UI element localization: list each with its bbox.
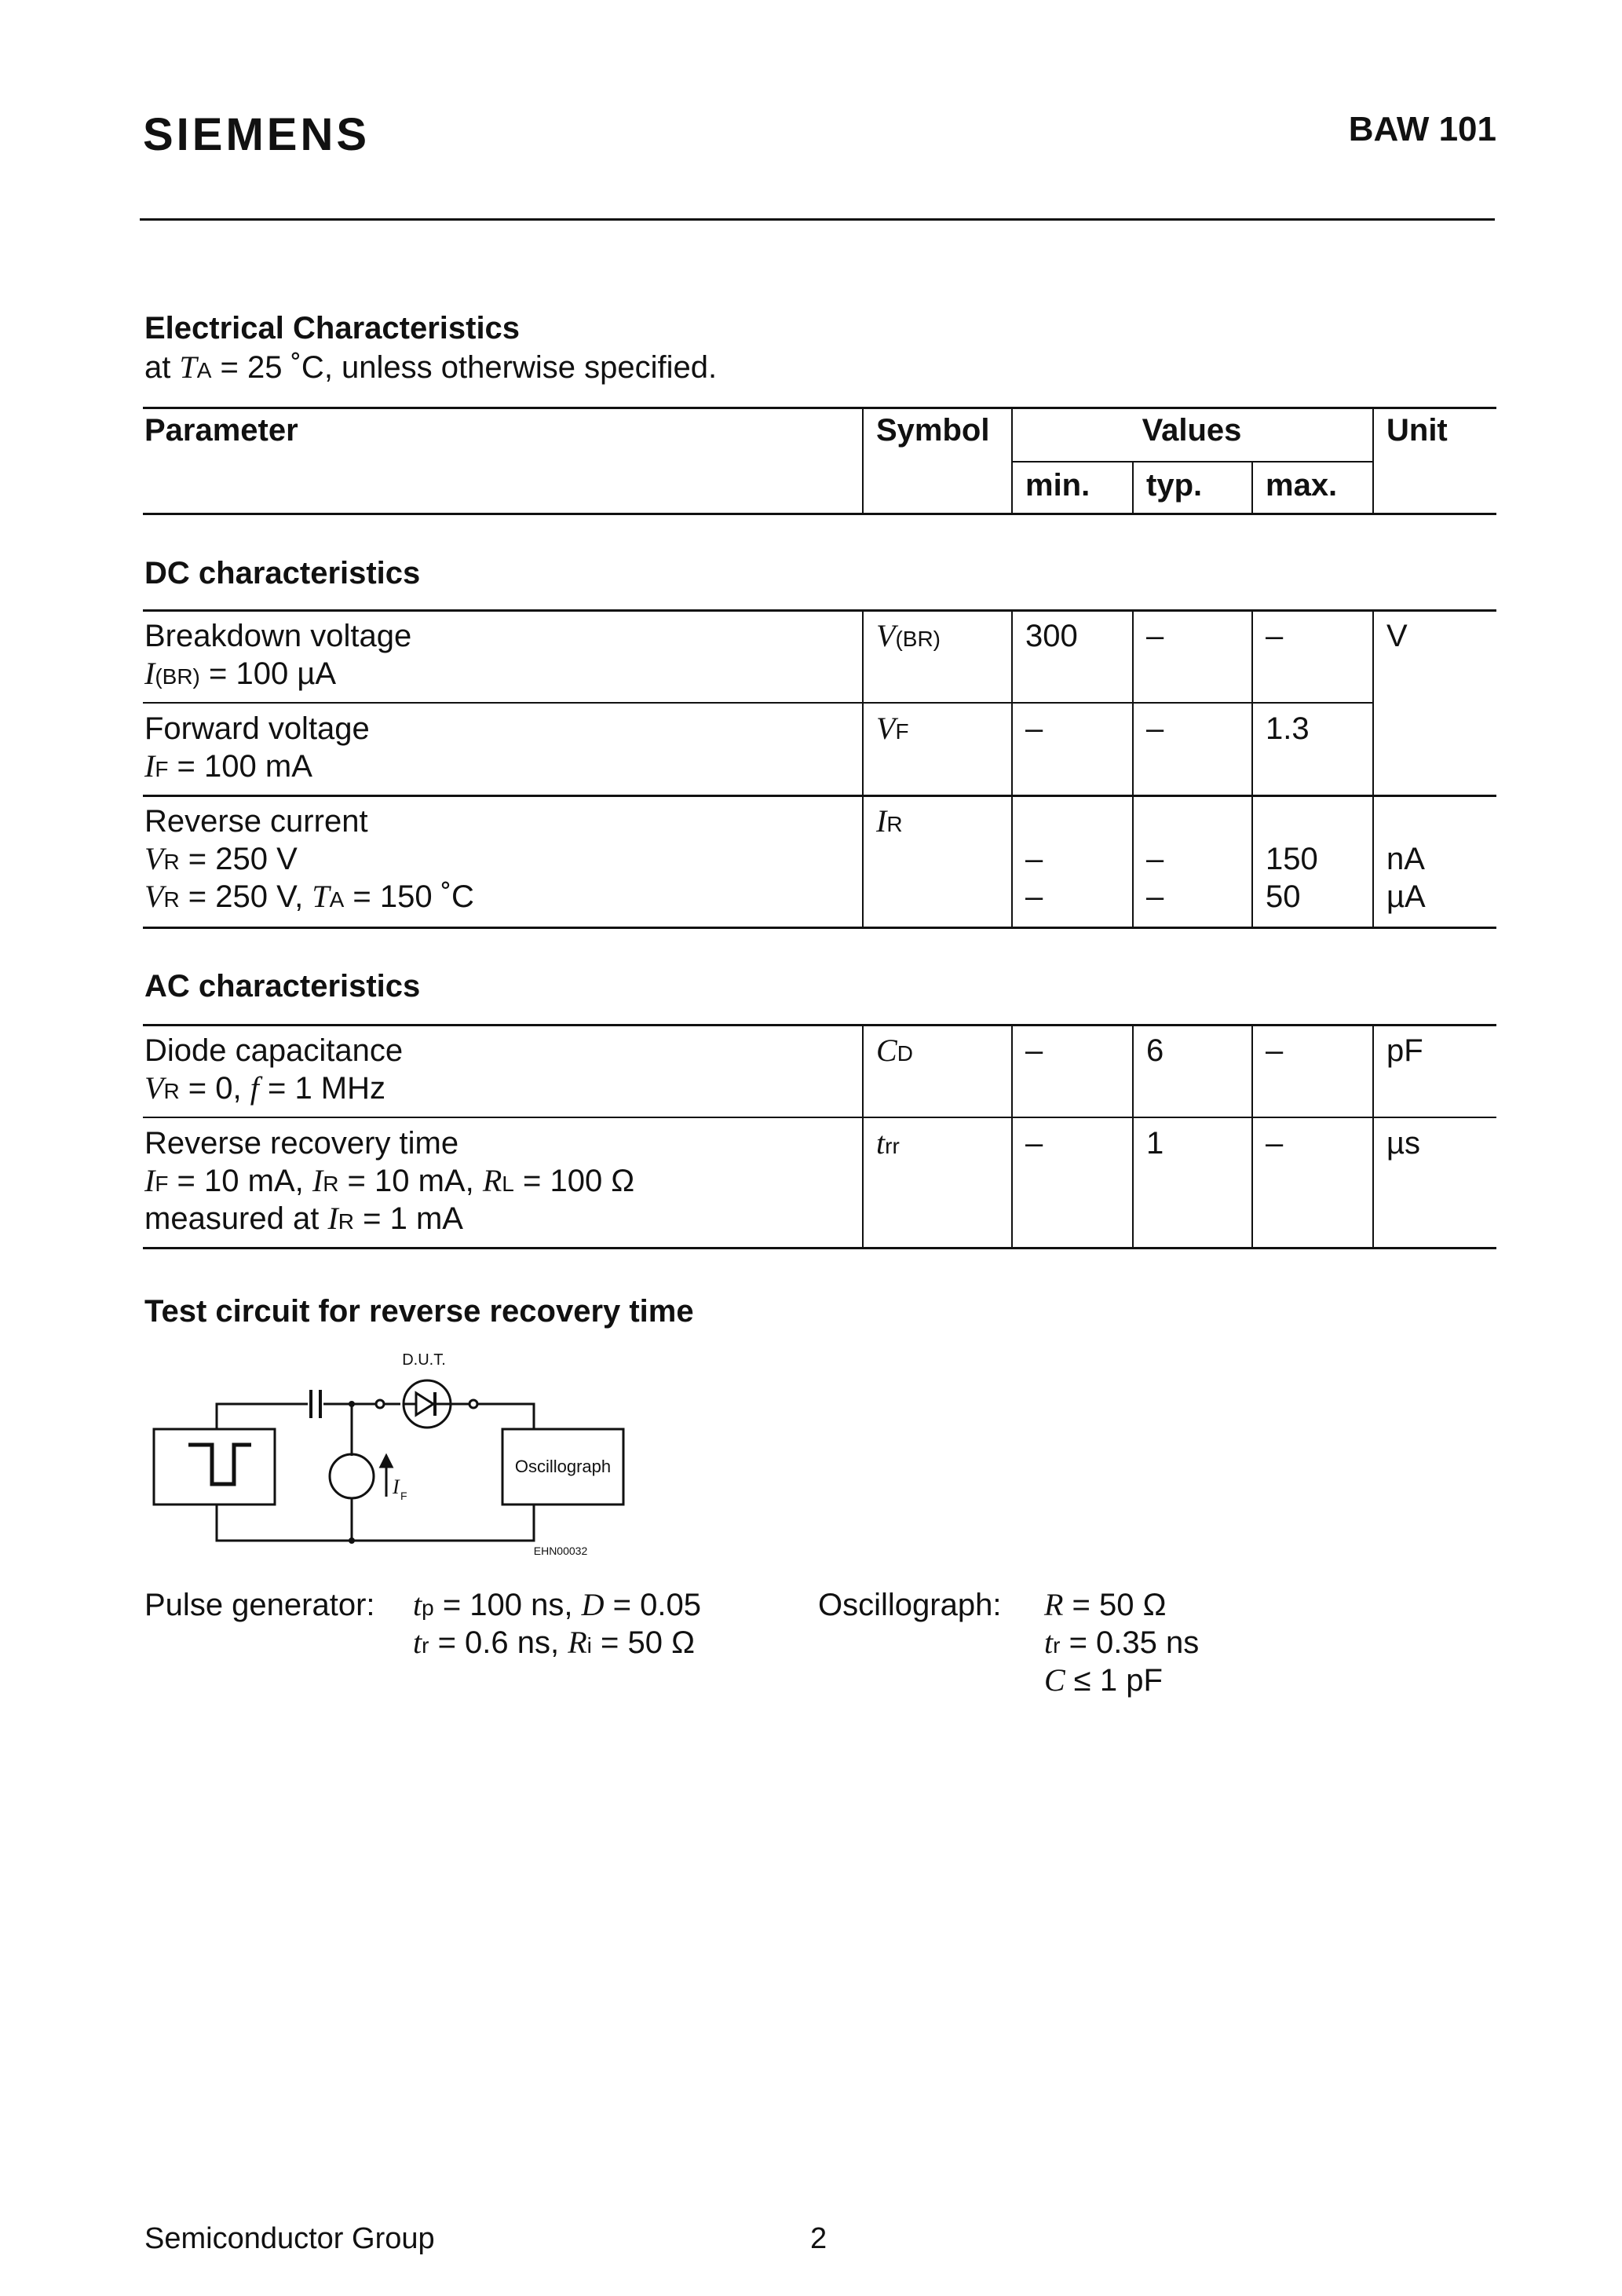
figure-code: EHN00032 — [533, 1545, 588, 1555]
reverse-r1-unit: nA — [1386, 842, 1425, 876]
dc-vline-2 — [1011, 609, 1013, 928]
forward-typ: – — [1146, 711, 1164, 746]
reverse-r2-min: – — [1025, 879, 1043, 914]
oscillograph-spec-label: Oscillograph: — [818, 1588, 1002, 1622]
dc-vline-3 — [1132, 609, 1134, 928]
part-number: BAW 101 — [1348, 110, 1496, 148]
head-vline-3 — [1132, 462, 1134, 514]
reverse-symbol: IR — [876, 803, 903, 839]
head-vline-4 — [1251, 462, 1253, 514]
node-left — [376, 1400, 384, 1408]
top-wire-left — [217, 1404, 308, 1429]
ac-bottom-rule — [143, 1247, 1496, 1249]
top-wire-right — [477, 1404, 534, 1429]
recovery-label: Reverse recovery time — [144, 1126, 459, 1161]
forward-max: 1.3 — [1266, 711, 1310, 746]
reverse-r1-min: – — [1025, 842, 1043, 876]
footer-group: Semiconductor Group — [144, 2222, 435, 2255]
capacitance-condition: VR = 0, f = 1 MHz — [144, 1070, 386, 1106]
forward-symbol: VF — [876, 711, 909, 746]
col-unit: Unit — [1386, 413, 1448, 448]
dc-vline-4 — [1251, 609, 1253, 928]
ac-vline-1 — [862, 1024, 864, 1249]
ac-vline-5 — [1372, 1024, 1374, 1249]
values-sub-rule — [1011, 461, 1372, 462]
bottom-wire — [217, 1504, 534, 1541]
oscillograph-label: Oscillograph — [514, 1457, 612, 1476]
capacitance-label: Diode capacitance — [144, 1033, 404, 1068]
dc-vline-1 — [862, 609, 864, 928]
breakdown-label: Breakdown voltage — [144, 619, 412, 653]
head-vline-1 — [862, 407, 864, 514]
col-max: max. — [1266, 468, 1338, 503]
breakdown-min: 300 — [1025, 619, 1078, 653]
capacitance-min: – — [1025, 1033, 1043, 1068]
head-vline-5 — [1372, 407, 1374, 514]
pulse-generator-box — [154, 1429, 275, 1504]
if-sub: F — [400, 1490, 407, 1502]
node-right — [469, 1400, 477, 1408]
section-title: Electrical Characteristics — [144, 311, 521, 345]
section-condition: at TA = 25 ˚C, unless otherwise specified. — [144, 349, 718, 385]
junction-bottom — [349, 1537, 355, 1544]
breakdown-symbol: V(BR) — [876, 618, 941, 653]
table-top-rule — [143, 407, 1496, 409]
capacitance-max: – — [1266, 1033, 1284, 1068]
dc-rule-1 — [143, 702, 1374, 704]
col-parameter: Parameter — [144, 413, 298, 448]
if-arrow-head — [381, 1456, 392, 1467]
oscillograph-line-3: C ≤ 1 pF — [1044, 1662, 1163, 1698]
capacitance-typ: 6 — [1146, 1033, 1164, 1068]
pulse-symbol — [188, 1445, 251, 1484]
reverse-label: Reverse current — [144, 804, 368, 839]
breakdown-unit: V — [1386, 619, 1408, 653]
capacitance-unit: pF — [1386, 1033, 1423, 1068]
pulse-gen-line-1: tp = 100 ns, D = 0.05 — [413, 1587, 701, 1622]
footer-page-number: 2 — [810, 2222, 827, 2255]
recovery-max: – — [1266, 1126, 1284, 1161]
dut-label: D.U.T. — [402, 1351, 446, 1369]
dc-bottom-rule — [143, 927, 1496, 929]
reverse-r2-typ: – — [1146, 879, 1164, 914]
ac-vline-2 — [1011, 1024, 1013, 1249]
col-typ: typ. — [1146, 468, 1203, 503]
test-circuit-diagram — [141, 1343, 644, 1555]
dc-rule-2 — [143, 795, 1496, 797]
pulse-gen-line-2: tr = 0.6 ns, Ri = 50 Ω — [413, 1625, 695, 1660]
forward-condition: IF = 100 mA — [144, 748, 312, 784]
dc-top-rule — [143, 609, 1496, 612]
junction-top — [349, 1401, 355, 1407]
reverse-r2-max: 50 — [1266, 879, 1301, 914]
reverse-condition-2: VR = 250 V, TA = 150 ˚C — [144, 879, 474, 914]
ac-rule-1 — [143, 1117, 1496, 1118]
col-values: Values — [1142, 413, 1242, 448]
oscillograph-line-2: tr = 0.35 ns — [1044, 1625, 1200, 1660]
breakdown-max: – — [1266, 619, 1284, 653]
reverse-r2-unit: µA — [1386, 879, 1426, 914]
test-circuit-title: Test circuit for reverse recovery time — [144, 1294, 694, 1329]
oscillograph-line-1: R = 50 Ω — [1044, 1587, 1167, 1622]
ac-top-rule — [143, 1024, 1496, 1026]
ac-vline-3 — [1132, 1024, 1134, 1249]
recovery-min: – — [1025, 1126, 1043, 1161]
dc-title: DC characteristics — [144, 556, 421, 590]
reverse-r1-max: 150 — [1266, 842, 1318, 876]
forward-min: – — [1025, 711, 1043, 746]
col-symbol: Symbol — [876, 413, 990, 448]
if-label: I — [393, 1475, 400, 1498]
col-min: min. — [1025, 468, 1090, 503]
pulse-gen-label: Pulse generator: — [144, 1588, 375, 1622]
current-source — [330, 1454, 374, 1498]
ac-vline-4 — [1251, 1024, 1253, 1249]
header-rule — [140, 218, 1495, 221]
dc-vline-5 — [1372, 609, 1374, 928]
recovery-symbol: trr — [876, 1125, 900, 1161]
capacitance-symbol: CD — [876, 1033, 913, 1068]
reverse-condition-1: VR = 250 V — [144, 841, 298, 876]
diode-triangle — [416, 1393, 433, 1415]
breakdown-typ: – — [1146, 619, 1164, 653]
recovery-condition-2: measured at IR = 1 mA — [144, 1201, 463, 1236]
recovery-unit: µs — [1386, 1126, 1421, 1161]
brand-logo: SIEMENS — [143, 109, 371, 160]
recovery-condition-1: IF = 10 mA, IR = 10 mA, RL = 100 Ω — [144, 1163, 635, 1198]
reverse-r1-typ: – — [1146, 842, 1164, 876]
recovery-typ: 1 — [1146, 1126, 1164, 1161]
ac-title: AC characteristics — [144, 969, 421, 1004]
breakdown-condition: I(BR) = 100 µA — [144, 656, 337, 691]
table-head-rule — [143, 513, 1496, 515]
forward-label: Forward voltage — [144, 711, 370, 746]
